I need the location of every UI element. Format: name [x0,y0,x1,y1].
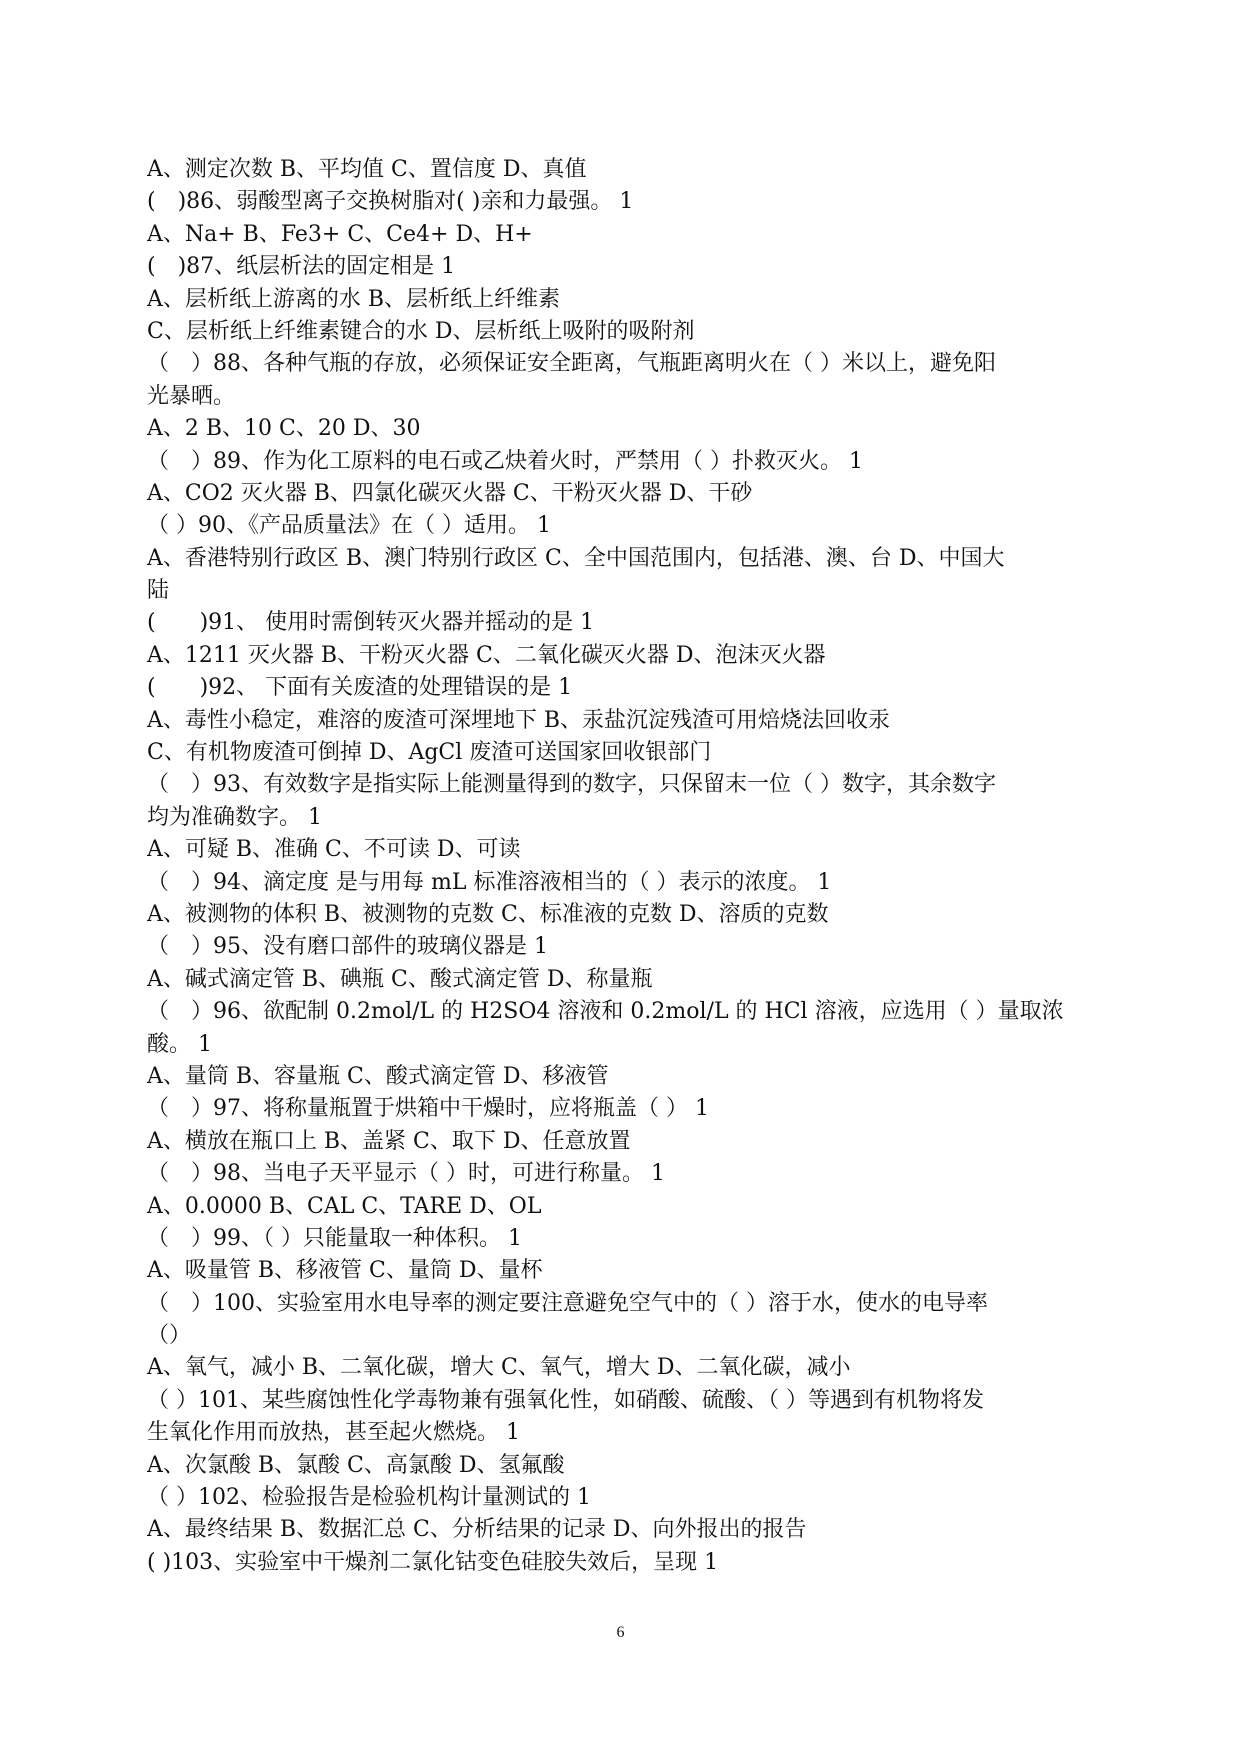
text-line: A、2 B、10 C、20 D、30 [147,416,421,442]
page-number: 6 [616,1624,625,1641]
text-line: A、氧气，减小 B、二氧化碳，增大 C、氧气，增大 D、二氧化碳，减小 [147,1355,851,1381]
text-line: A、香港特别行政区 B、澳门特别行政区 C、全中国范围内，包括港、澳、台 D、中国大 [147,545,1005,571]
text-line: （ ）98、当电子天平显示（ ）时，可进行称量。 1 [147,1161,665,1187]
text-line: （ ）96、欲配制 0.2mol/L 的 H2SO4 溶液和 0.2mol/L 的 HCl 溶液，应选用（ ）量取浓 [147,999,1064,1025]
text-line: （ ）94、滴定度 是与用每 mL 标准溶液相当的（ ）表示的浓度。 1 [147,869,832,895]
text-line: （ ）93、有效数字是指实际上能测量得到的数字，只保留末一位（ ）数字，其余数字 [147,772,996,798]
text-line: （ ）99、（ ）只能量取一种体积。 1 [147,1225,522,1251]
page-body [147,154,1093,1579]
text-line: A、CO2 灭火器 B、四氯化碳灭火器 C、干粉灭火器 D、干砂 [147,480,753,506]
text-line: 陆 [147,578,170,604]
text-line: ( )92、 下面有关废渣的处理错误的是 1 [147,675,573,701]
text-line: ( )103、实验室中干燥剂二氯化钴变色硅胶失效后，呈现 1 [147,1549,719,1575]
text-line: A、碱式滴定管 B、碘瓶 C、酸式滴定管 D、称量瓶 [147,966,653,992]
text-line: （ ）102、检验报告是检验机构计量测试的 1 [147,1485,591,1511]
text-line: C、有机物废渣可倒掉 D、AgCl 废渣可送国家回收银部门 [147,740,712,766]
text-line: A、测定次数 B、平均值 C、置信度 D、真值 [147,157,587,182]
text-line: A、量筒 B、容量瓶 C、酸式滴定管 D、移液管 [147,1063,609,1089]
text-line: A、可疑 B、准确 C、不可读 D、可读 [147,837,521,863]
text-line: A、吸量管 B、移液管 C、量筒 D、量杯 [147,1258,543,1284]
text-line: A、层析纸上游离的水 B、层析纸上纤维素 [147,286,561,312]
text-line: （） [147,1323,192,1349]
text-line: A、次氯酸 B、氯酸 C、高氯酸 D、氢氟酸 [147,1452,565,1478]
text-line: ( )91、 使用时需倒转灭火器并摇动的是 1 [147,610,595,636]
text-line: 生氧化作用而放热，甚至起火燃烧。 1 [147,1420,520,1446]
text-line: （ ）89、作为化工原料的电石或乙炔着火时，严禁用（ ）扑救灭火。 1 [147,448,863,474]
text-line: （ ）88、各种气瓶的存放，必须保证安全距离，气瓶距离明火在（ ）米以上，避免阳 [147,351,996,377]
text-line: ( )87、纸层析法的固定相是 1 [147,254,456,280]
text-line: （ ）100、实验室用水电导率的测定要注意避免空气中的（ ）溶于水，使水的电导率 [147,1290,988,1316]
text-line: A、最终结果 B、数据汇总 C、分析结果的记录 D、向外报出的报告 [147,1517,807,1543]
text-line: （ ）97、将称量瓶置于烘箱中干燥时，应将瓶盖（ ） 1 [147,1096,709,1122]
text-line: （ ）95、没有磨口部件的玻璃仪器是 1 [147,934,548,960]
text-line: （ ）101、某些腐蚀性化学毒物兼有强氧化性，如硝酸、硫酸、（ ）等遇到有机物将发 [147,1387,984,1413]
text-line: 酸。 1 [147,1031,212,1057]
text-line: A、Na+ B、Fe3+ C、Ce4+ D、H+ [147,221,533,247]
text-line: ( )86、弱酸型离子交换树脂对( )亲和力最强。 1 [147,189,634,215]
text-line: A、被测物的体积 B、被测物的克数 C、标准液的克数 D、溶质的克数 [147,901,829,927]
text-line: A、1211 灭火器 B、干粉灭火器 C、二氧化碳灭火器 D、泡沫灭火器 [147,642,826,668]
text-line: A、横放在瓶口上 B、盖紧 C、取下 D、任意放置 [147,1128,631,1154]
text-line: （ ）90、《产品质量法》在（ ）适用。 1 [147,513,551,539]
text-line: C、层析纸上纤维素键合的水 D、层析纸上吸附的吸附剂 [147,318,695,344]
text-line: 均为准确数字。 1 [147,804,322,830]
text-line: A、0.0000 B、CAL C、TARE D、OL [147,1193,542,1219]
text-line: A、毒性小稳定，难溶的废渣可深埋地下 B、汞盐沉淀残渣可用焙烧法回收汞 [147,707,891,733]
text-line: 光暴晒。 [147,383,236,409]
